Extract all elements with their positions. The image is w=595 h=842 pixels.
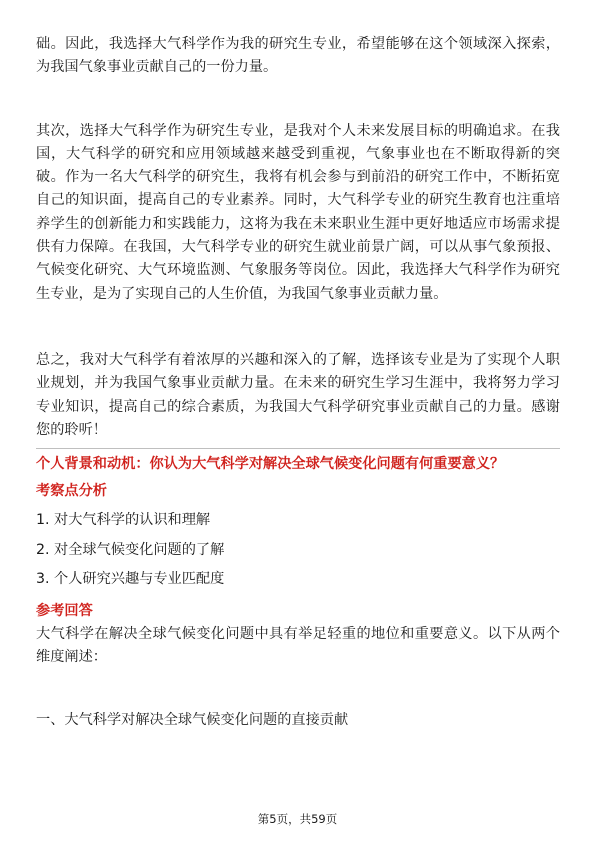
paragraph-gap <box>36 80 560 120</box>
body-paragraph-1: 础。因此，我选择大气科学作为我的研究生专业，希望能够在这个领域深入探索，为我国气象事业贡献自己的一份力量。 <box>36 36 560 76</box>
analysis-item-3: 3. 个人研究兴趣与专业匹配度 <box>36 571 225 588</box>
body-paragraph-2: 其次，选择大气科学作为研究生专业，是我对个人未来发展目标的明确追求。在我国，大气科学的研究和应用领域越来越受到重视，气象事业也在不断取得新的突破。作为一名大气科学的研究生，我将有机会参与到前沿的研究工作中，不断拓宽自己的知识面，提高自己的专业素养。同时，大气科学专业的研究生教育也注重培养学生的创新能力和实践能力，这将为我在未来职业生涯中更好地适应市场需求提供有力保障。在我国，大气科学专业的研究生就业前景广阔，可以从事气象预报、气候变化研究、大气环境监测、气象服务等岗位。因此，我选择大气科学作为研究生专业，是为了实现自己的人生价值，为我国气象事业贡献力量。 <box>36 122 560 302</box>
answer-point-1-heading: 一、大气科学对解决全球气候变化问题的直接贡献 <box>36 712 349 729</box>
answer-heading: 参考回答 <box>36 602 93 619</box>
section-divider <box>36 448 560 449</box>
page-content <box>36 33 560 732</box>
analysis-heading: 考察点分析 <box>36 483 107 500</box>
interview-question: 个人背景和动机：你认为大气科学对解决全球气候变化问题有何重要意义？ <box>36 456 505 473</box>
answer-intro: 大气科学在解决全球气候变化问题中具有举足轻重的地位和重要意义。以下从两个维度阐述： <box>36 625 560 665</box>
body-paragraph-3: 总之，我对大气科学有着浓厚的兴趣和深入的了解，选择该专业是为了实现个人职业规划，并为我国气象事业贡献力量。在未来的研究生学习生涯中，我将努力学习专业知识，提高自己的综合素质，为我国大气科学研究事业贡献自己的力量。感谢您的聆听！ <box>36 351 560 438</box>
analysis-item-1: 1. 对大气科学的认识和理解 <box>36 512 211 529</box>
page-footer: 第5页，共59页 <box>257 812 338 826</box>
paragraph-gap <box>36 669 560 709</box>
paragraph-gap <box>36 306 560 349</box>
analysis-item-2: 2. 对全球气候变化问题的了解 <box>36 541 225 558</box>
